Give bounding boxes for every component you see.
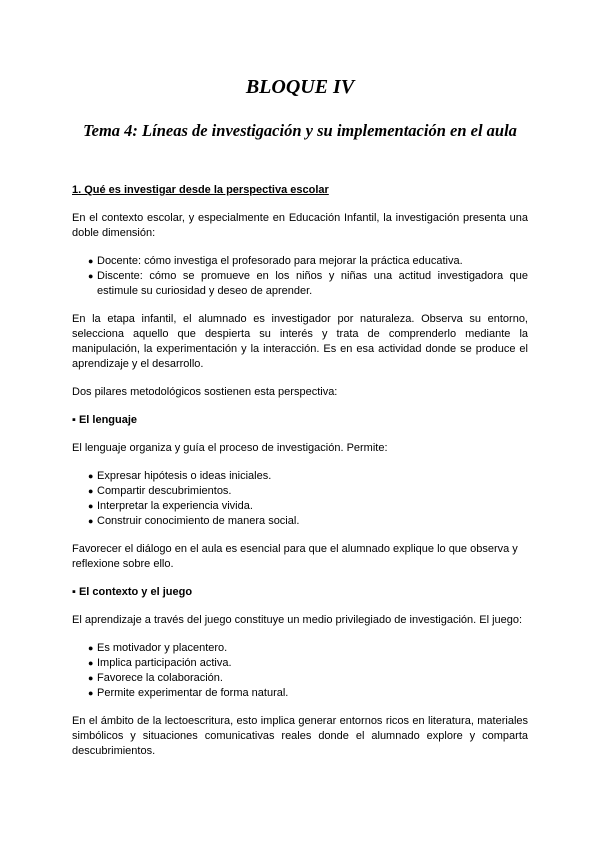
subsection-title-juego: ▪ El contexto y el juego [72, 586, 193, 598]
lenguaje-list [72, 469, 528, 529]
lenguaje-closing: Favorecer el diálogo en el aula es esencial para que el alumnado explique lo que observa y reflexione sobre ello. [72, 543, 518, 570]
juego-intro: El aprendizaje a través del juego constituye un medio privilegiado de investigación. El juego: [72, 614, 523, 626]
bullet-icon: ● [88, 501, 94, 511]
bullet-icon: ● [88, 658, 94, 668]
list-item: ● Interpretar la experiencia vivida. [88, 500, 253, 512]
bullet-icon: ● [88, 643, 94, 653]
document-body [72, 183, 528, 759]
juego-closing: En el ámbito de la lectoescritura, esto implica generar entornos ricos en literatura, materiales simbólicos y situaciones comunicativas reales donde el alumnado explore y comparta descubrimientos. [72, 715, 528, 757]
list-item: ● Discente: cómo se promueve en los niños y niñas una actitud investigadora que estimule su curiosidad y deseo de aprender. [88, 270, 528, 297]
juego-list [72, 641, 528, 701]
infantil-paragraph: En la etapa infantil, el alumnado es investigador por naturaleza. Observa su entorno, selecciona aquello que despierta su interés y trata de comprenderlo mediante la manipulación, la experimentación y la interacción. Es en esa actividad donde se produce el aprendizaje y el desarrollo. [72, 313, 528, 370]
section-title: 1. Qué es investigar desde la perspectiva escolar [72, 184, 329, 196]
list-item: ● Expresar hipótesis o ideas iniciales. [88, 470, 272, 482]
list-item: ● Favorece la colaboración. [88, 672, 223, 684]
list-item: ● Permite experimentar de forma natural. [88, 687, 289, 699]
list-item: ● Es motivador y placentero. [88, 642, 228, 654]
subsection-title-lenguaje: ▪ El lenguaje [72, 414, 138, 426]
bullet-icon: ● [88, 486, 94, 496]
intro-paragraph: En el contexto escolar, y especialmente en Educación Infantil, la investigación presenta una doble dimensión: [72, 212, 528, 239]
bullet-icon: ● [88, 256, 94, 266]
bullet-icon: ● [88, 516, 94, 526]
list-item: ● Docente: cómo investiga el profesorado para mejorar la práctica educativa. [88, 255, 463, 267]
list-item: ● Compartir descubrimientos. [88, 485, 232, 497]
bullet-icon: ● [88, 271, 94, 281]
bullet-icon: ● [88, 471, 94, 481]
pillars-intro: Dos pilares metodológicos sostienen esta perspectiva: [72, 386, 338, 398]
topic-subtitle: Tema 4: Líneas de investigación y su implementación en el aula [83, 121, 517, 140]
dimension-list [72, 254, 528, 299]
lenguaje-intro: El lenguaje organiza y guía el proceso de investigación. Permite: [72, 442, 388, 454]
list-item: ● Construir conocimiento de manera social. [88, 515, 300, 527]
list-item: ● Implica participación activa. [88, 657, 232, 669]
block-title: BLOQUE IV [245, 76, 355, 98]
bullet-icon: ● [88, 688, 94, 698]
bullet-icon: ● [88, 673, 94, 683]
